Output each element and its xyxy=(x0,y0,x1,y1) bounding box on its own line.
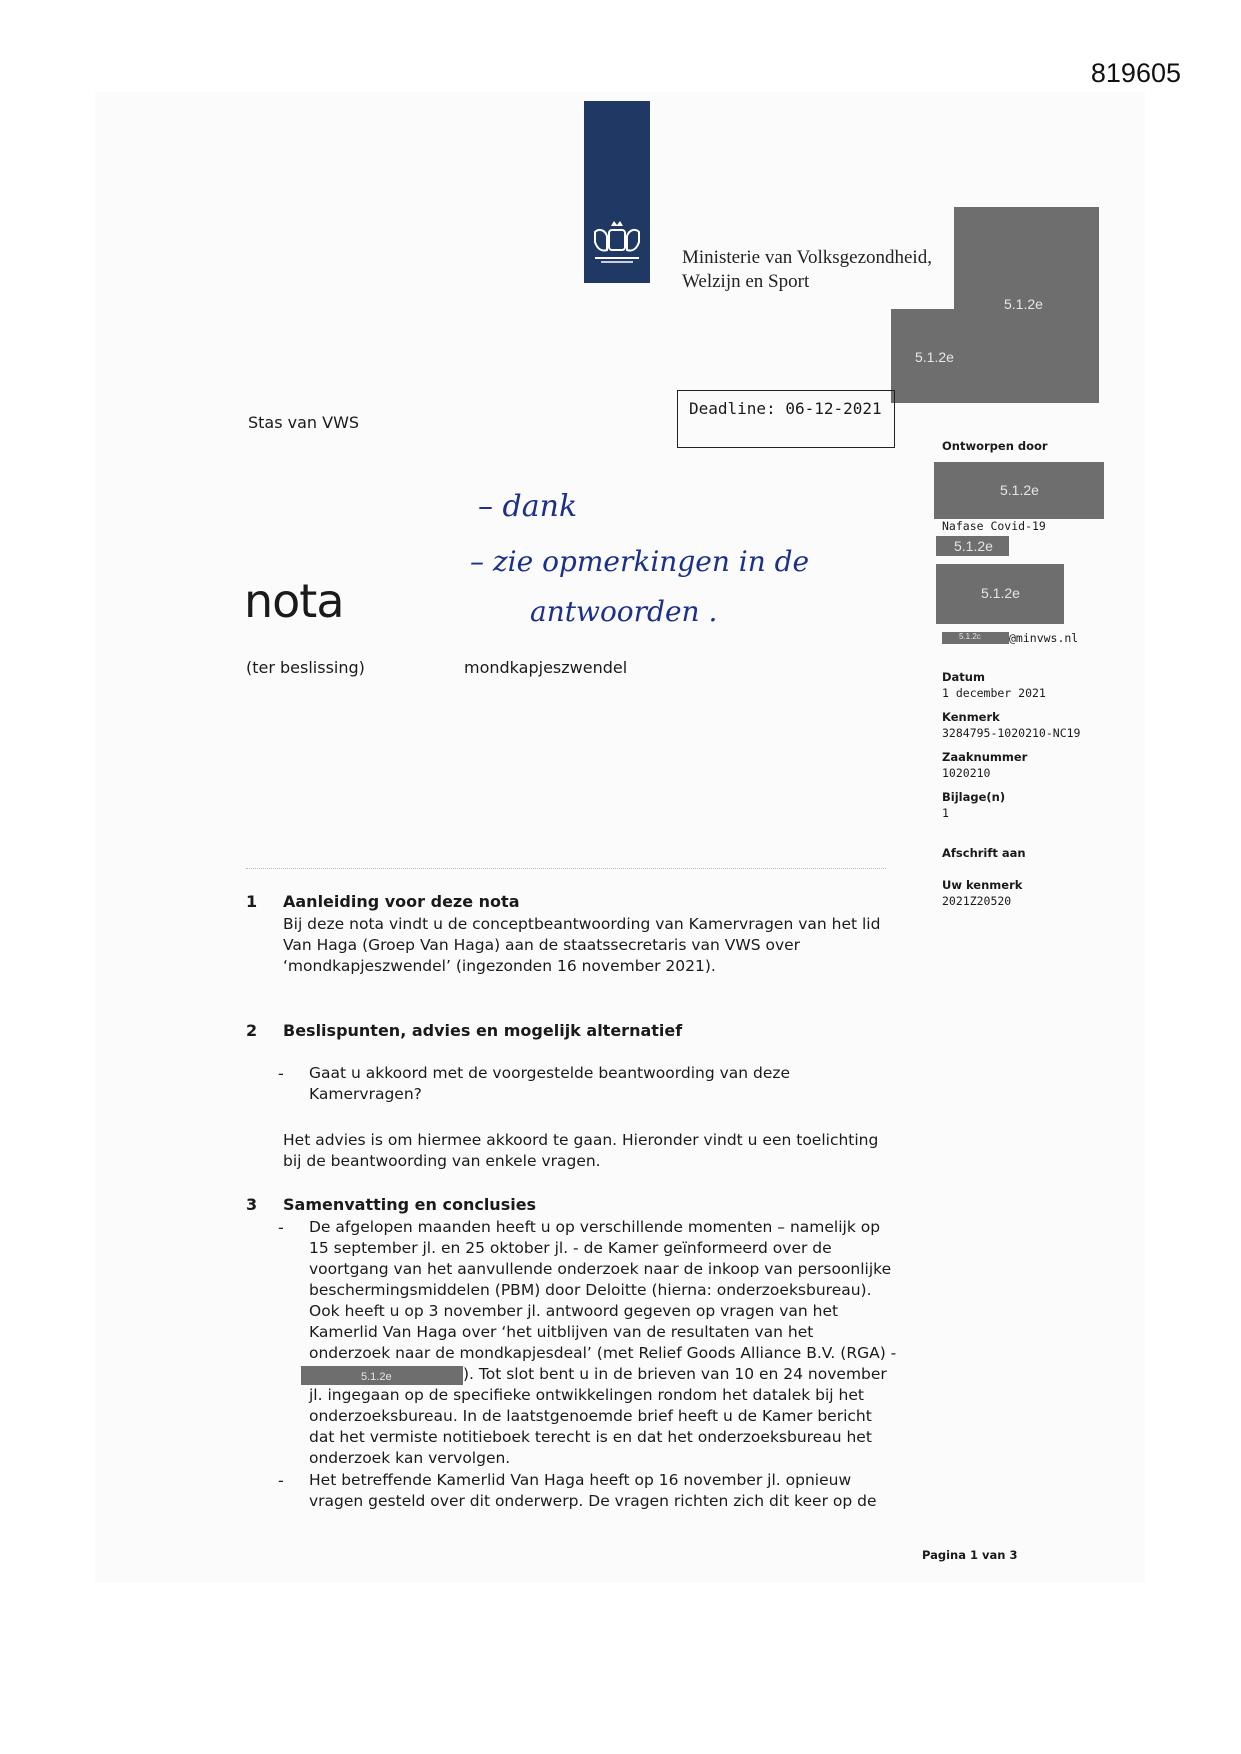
bullet-dash: - xyxy=(278,1218,284,1237)
coat-of-arms-icon xyxy=(589,216,645,266)
text-line: onderzoek naar de mondkapjesdeal’ (met Relief Goods Alliance B.V. (RGA) - xyxy=(309,1344,897,1362)
redaction-block xyxy=(301,1366,463,1385)
text-line: De afgelopen maanden heeft u op verschillende momenten – namelijk op xyxy=(309,1218,881,1236)
text-line: Kamervragen? xyxy=(309,1085,422,1103)
ministry-line-1: Ministerie van Volksgezondheid, xyxy=(682,247,932,268)
document-number: 819605 xyxy=(1090,58,1181,88)
bijlage-value: 1 xyxy=(942,806,949,820)
section-2-advice xyxy=(283,1130,878,1172)
text-line: onderzoeksbureau. In de laatstgenoemde brief heeft u de Kamer bericht xyxy=(309,1407,872,1425)
section-1-title: Aanleiding voor deze nota xyxy=(283,892,520,911)
divider xyxy=(246,868,886,870)
redaction-label-small: 5.1.2c xyxy=(959,632,981,641)
text-line: Het advies is om hiermee akkoord te gaan. Hieronder vindt u een toelichting xyxy=(283,1131,879,1149)
text-line: Kamerlid Van Haga over ‘het uitblijven van de resultaten van het xyxy=(309,1323,814,1341)
text-line-with-redaction xyxy=(309,1364,896,1385)
deadline-text: Deadline: 06-12-2021 xyxy=(689,399,882,418)
text-line: beschermingsmiddelen (PBM) door Deloitte (hierna: onderzoeksbureau). xyxy=(309,1281,872,1299)
section-3-title: Samenvatting en conclusies xyxy=(283,1195,537,1214)
document-type: nota xyxy=(244,574,344,628)
bullet-dash: - xyxy=(278,1064,284,1083)
bullet-dash: - xyxy=(278,1471,284,1490)
afschrift-label: Afschrift aan xyxy=(942,846,1026,860)
kenmerk-label: Kenmerk xyxy=(942,710,1000,724)
section-3-number: 3 xyxy=(246,1195,258,1214)
section-2-bullet xyxy=(309,1063,790,1105)
redaction-block xyxy=(942,632,1009,644)
text-line: bij de beantwoording van enkele vragen. xyxy=(283,1152,601,1170)
section-2-number: 2 xyxy=(246,1021,258,1040)
department: Nafase Covid-19 xyxy=(942,519,1046,533)
redaction-block xyxy=(891,309,979,403)
text-line: Ook heeft u op 3 november jl. antwoord gegeven op vragen van het xyxy=(309,1302,839,1320)
text-line: jl. ingegaan op de specifieke ontwikkelingen rondom het datalek bij het xyxy=(309,1386,864,1404)
redaction-block xyxy=(934,462,1104,519)
redaction-label: 5.1.2e xyxy=(361,1371,392,1383)
handwritten-line-3: antwoorden . xyxy=(530,595,718,628)
bijlage-label: Bijlage(n) xyxy=(942,790,1006,804)
text-line: ‘mondkapjeszwendel’ (ingezonden 16 november 2021). xyxy=(283,957,716,975)
text-fragment: ). Tot slot bent u in de brieven van 10 en 24 november xyxy=(463,1365,887,1383)
section-3-bullet-1 xyxy=(309,1217,896,1469)
redaction-block xyxy=(936,564,1064,624)
email-suffix: @minvws.nl xyxy=(1009,631,1079,645)
zaaknummer-label: Zaaknummer xyxy=(942,750,1028,764)
text-line: Bij deze nota vindt u de conceptbeantwoording van Kamervragen van het lid xyxy=(283,915,881,933)
section-2-title: Beslispunten, advies en mogelijk alternatief xyxy=(283,1021,683,1040)
subject: mondkapjeszwendel xyxy=(464,658,628,677)
section-1-number: 1 xyxy=(246,892,258,911)
handwritten-annotation xyxy=(470,486,850,636)
designed-by-label: Ontworpen door xyxy=(942,439,1048,453)
page-number: Pagina 1 van 3 xyxy=(922,1548,1018,1562)
zaaknummer-value: 1020210 xyxy=(942,766,991,780)
text-line: Gaat u akkoord met de voorgestelde beantwoording van deze xyxy=(309,1064,791,1082)
handwritten-line-2: – zie opmerkingen in de xyxy=(470,545,810,578)
date-value: 1 december 2021 xyxy=(942,686,1046,700)
date-label: Datum xyxy=(942,670,985,684)
redaction-label: 5.1.2e xyxy=(915,349,954,365)
decision-type: (ter beslissing) xyxy=(246,658,365,677)
ministry-name xyxy=(682,246,932,294)
ministry-line-2: Welzijn en Sport xyxy=(682,271,810,292)
redaction-label: 5.1.2e xyxy=(954,538,993,554)
text-line: dat het vermiste notitieboek terecht is en dat het onderzoeksbureau het xyxy=(309,1428,872,1446)
section-1-body xyxy=(283,914,880,977)
handwritten-line-1: – dank xyxy=(478,489,578,524)
text-line: vragen gesteld over dit onderwerp. De vragen richten zich dit keer op de xyxy=(309,1492,877,1510)
uw-kenmerk-label: Uw kenmerk xyxy=(942,878,1023,892)
text-line: Het betreffende Kamerlid Van Haga heeft op 16 november jl. opnieuw xyxy=(309,1471,852,1489)
redaction-label: 5.1.2e xyxy=(1004,296,1043,312)
redaction-block xyxy=(936,536,1009,556)
kenmerk-value: 3284795-1020210-NC19 xyxy=(942,726,1081,740)
uw-kenmerk-value: 2021Z20520 xyxy=(942,894,1012,908)
redaction-label: 5.1.2e xyxy=(981,585,1020,601)
text-line: onderzoek kan vervolgen. xyxy=(309,1449,511,1467)
redaction-label: 5.1.2e xyxy=(1000,482,1039,498)
text-line: voortgang van het aanvullende onderzoek naar de inkoop van persoonlijke xyxy=(309,1260,892,1278)
section-3-bullet-2 xyxy=(309,1470,877,1512)
text-line: Van Haga (Groep Van Haga) aan de staatssecretaris van VWS over xyxy=(283,936,801,954)
text-line: 15 september jl. en 25 oktober jl. - de Kamer geïnformeerd over de xyxy=(309,1239,832,1257)
deadline-box xyxy=(677,390,895,448)
addressee: Stas van VWS xyxy=(248,413,360,432)
